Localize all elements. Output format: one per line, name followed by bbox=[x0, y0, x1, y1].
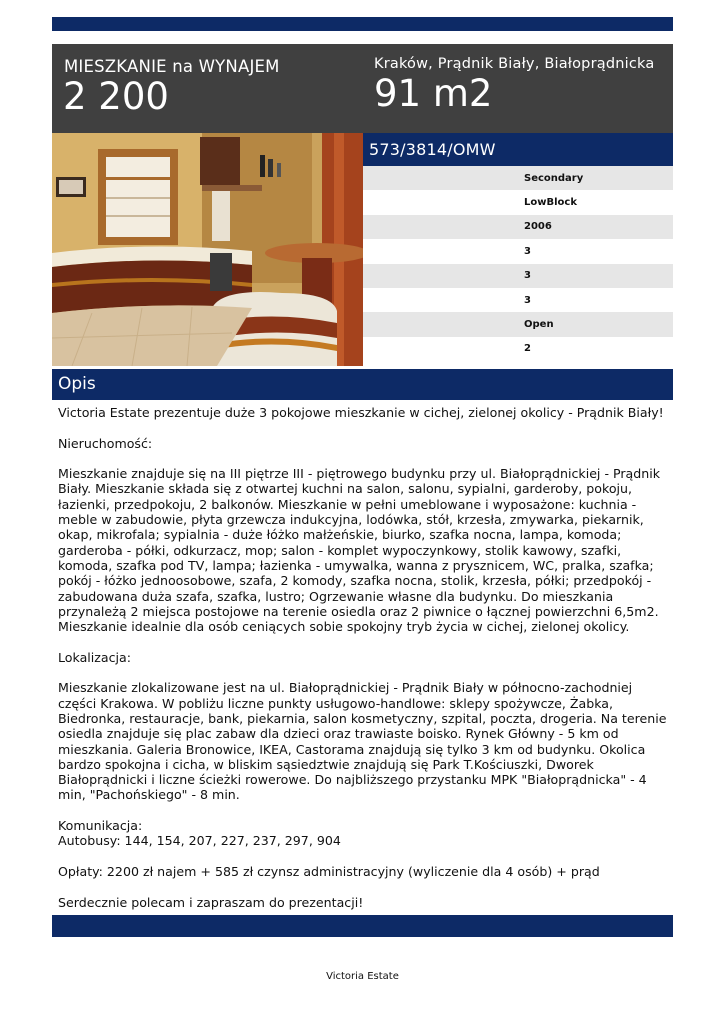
description-paragraph: Serdecznie polecam i zapraszam do prezentacji! bbox=[58, 894, 364, 910]
top-decorative-bar bbox=[52, 17, 673, 31]
description-paragraph: Victoria Estate prezentuje duże 3 pokojowe mieszkanie w cichej, zielonej okolicy - Prądnik Biały! bbox=[58, 405, 664, 420]
description-paragraph: Mieszkanie zlokalizowane jest na ul. Białoprądnickiej - Prądnik Biały w północno-zachodniej części Krakowa. W pobliżu liczne punkty usługowo-handlowe: sklepy spożywcze, Żabka, Biedronka, restauracje, bank, piekarnia, salon kosmetyczny, szpital, poczta, drogeria. Na terenie osiedla znajduje się plac zabaw dla dzieci oraz trawiaste boisko. Rynek Główny - 5 km od mieszkania. Galeria Bronowice, IKEA, Castorama znajdują się tylko 3 km od budynku. Okolica bardzo spokojna i cicha, w bliskim sąsiedztwie znajdują się Park T.Kościuszki, Dworek Białoprądnicki i liczne ścieżki rowerowe. Do najbliższego przystanku MPK "Białoprądnicka" - 4 min, "Pachońskiego" - 8 min. bbox=[58, 680, 667, 803]
attribute-row: Secondary bbox=[363, 166, 673, 190]
attribute-row: 3 bbox=[363, 288, 673, 312]
listing-price: 2 200 bbox=[63, 75, 169, 118]
bottom-decorative-bar bbox=[52, 915, 673, 937]
attribute-row: 3 bbox=[363, 264, 673, 288]
attribute-row: 2 bbox=[363, 337, 673, 361]
description bbox=[58, 405, 670, 925]
description-paragraph: Komunikacja: Autobusy: 144, 154, 207, 227, 237, 297, 904 bbox=[58, 818, 341, 849]
listing-header bbox=[52, 44, 673, 133]
description-paragraph: Lokalizacja: bbox=[58, 649, 131, 665]
attribute-table bbox=[363, 166, 673, 361]
section-title: Opis bbox=[52, 369, 673, 400]
footer-agency: Victoria Estate bbox=[326, 971, 399, 982]
attribute-row: 2006 bbox=[363, 215, 673, 239]
kitchen-photo bbox=[52, 133, 363, 366]
attribute-row: LowBlock bbox=[363, 190, 673, 214]
description-paragraph: Nieruchomość: bbox=[58, 435, 153, 451]
listing-location: Kraków, Prądnik Biały, Białoprądnicka bbox=[374, 56, 655, 72]
description-paragraph: Opłaty: 2200 zł najem + 585 zł czynsz administracyjny (wyliczenie dla 4 osób) + prąd bbox=[58, 863, 600, 879]
attribute-row: 3 bbox=[363, 239, 673, 263]
listing-area: 91 m2 bbox=[374, 72, 493, 115]
listing-reference: 573/3814/OMW bbox=[363, 133, 673, 166]
listing-type: MIESZKANIE na WYNAJEM bbox=[64, 57, 280, 76]
attribute-row: Open bbox=[363, 312, 673, 336]
description-paragraph: Mieszkanie znajduje się na III piętrze III - piętrowego budynku przy ul. Białoprądnickiej - Prądnik Biały. Mieszkanie składa się z otwartej kuchni na salon, salonu, sypialni, garderoby, pokoju, łazienki, przedpokoju, 2 balkonów. Mieszkanie w pełni umeblowane i wyposażone: kuchnia - meble w zabudowie, płyta grzewcza indukcyjna, lodówka, stół, krzesła, zmywarka, piekarnik, okap, mikrofala; sypialnia - duże łóżko małżeńskie, biurko, szafka nocna, lampa, komoda; garderoba - półki, odkurzacz, mop; salon - komplet wypoczynkowy, stolik kawowy, szafki, komoda, szafka pod TV, lampa; łazienka - umywalka, wanna z prysznicem, WC, pralka, szafka; pokój - łóżko jednoosobowe, szafa, 2 komody, szafka nocna, stolik, krzesła, półki; przedpokój - zabudowana duża szafa, szafka, lustro; Ogrzewanie własne dla budynku. Do mieszkania przynależą 2 miejsca postojowe na terenie osiedla oraz 2 piwnice o łącznej powierzchni 6,5m2. Mieszkanie idealnie dla osób ceniących sobie spokojny tryb życia w cichej, zielonej okolicy. bbox=[58, 466, 661, 635]
